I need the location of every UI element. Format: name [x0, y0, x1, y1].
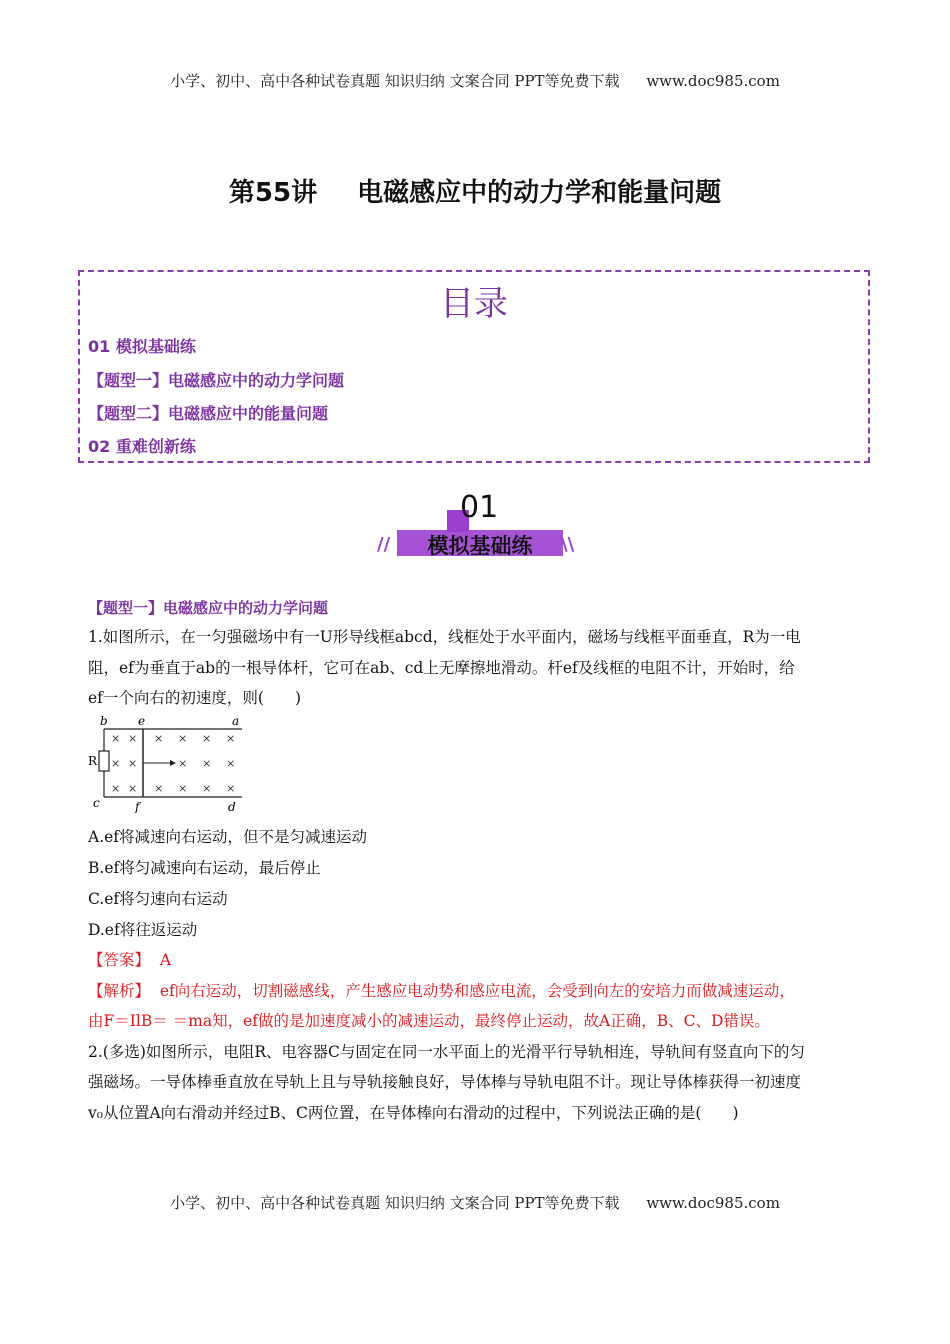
section-heading-type1: 【题型一】电磁感应中的动力学问题 — [88, 599, 329, 617]
field-cross: × — [178, 782, 188, 795]
field-cross: × — [111, 757, 121, 770]
resistor — [99, 751, 109, 771]
q1-answer — [88, 948, 171, 972]
q1-line3: ef一个向右的初速度，则( ) — [88, 689, 302, 707]
field-cross: × — [128, 782, 138, 795]
footer-site[interactable]: www.doc985.com — [646, 1194, 780, 1212]
label-e: e — [138, 714, 146, 728]
title-topic: 电磁感应中的动力学和能量问题 — [357, 178, 722, 208]
label-c: c — [93, 796, 100, 810]
footer-text: 小学、初中、高中各种试卷真题 知识归纳 文案合同 PPT等免费下载 — [170, 1194, 620, 1212]
q2-line2: 强磁场。一导体棒垂直放在导轨上且与导轨接触良好，导体棒与导轨电阻不计。现让导体棒获得一初速度 — [88, 1073, 802, 1091]
section-badge — [375, 490, 585, 570]
circuit-figure — [88, 713, 248, 813]
toc-heading: 目录 — [440, 284, 508, 324]
q1-option-a[interactable]: A.ef将减速向右运动，但不是匀减速运动 — [88, 828, 368, 846]
field-cross: × — [226, 757, 236, 770]
answer-value: A — [159, 951, 172, 969]
page-title — [0, 172, 950, 209]
q2-line3: v₀从位置A向右滑动并经过B、C两位置，在导体棒向右滑动的过程中，下列说法正确的是( ) — [88, 1104, 739, 1122]
analysis-label: 【解析】 — [88, 982, 151, 1000]
toc-item[interactable]: 01 模拟基础练 — [88, 337, 196, 356]
badge-label: 模拟基础练 — [427, 534, 533, 558]
field-cross: × — [226, 782, 236, 795]
field-cross: × — [178, 757, 188, 770]
field-cross: × — [111, 782, 121, 795]
page-footer — [0, 1192, 950, 1213]
field-cross: × — [154, 782, 164, 795]
header-text: 小学、初中、高中各种试卷真题 知识归纳 文案合同 PPT等免费下载 — [170, 72, 620, 90]
field-cross: × — [128, 732, 138, 745]
field-cross: × — [202, 732, 212, 745]
label-d: d — [228, 800, 236, 813]
q1-option-d[interactable]: D.ef将往返运动 — [88, 921, 198, 939]
field-cross: × — [202, 757, 212, 770]
field-cross: × — [202, 782, 212, 795]
field-cross: × — [226, 732, 236, 745]
toc-item[interactable]: 02 重难创新练 — [88, 437, 196, 456]
field-cross: × — [111, 732, 121, 745]
q1-line2: 阻，ef为垂直于ab的一根导体杆，它可在ab、cd上无摩擦地滑动。杆ef及线框的电阻不计，开始时，给 — [88, 659, 795, 677]
velocity-arrowhead — [170, 760, 176, 766]
badge-right-mark: \\ — [561, 534, 575, 555]
q2-line1: 2.(多选)如图所示，电阻R、电容器C与固定在同一水平面上的光滑平行导轨相连，导轨间有竖直向下的匀 — [88, 1043, 805, 1061]
header-site[interactable]: www.doc985.com — [646, 72, 780, 90]
answer-label: 【答案】 — [88, 951, 151, 969]
q1-analysis-line2: 由F＝IlB＝ ＝ma知，ef做的是加速度减小的减速运动，最终停止运动，故A正确，B、C、D错误。 — [88, 1012, 770, 1030]
label-a: a — [232, 714, 240, 728]
table-of-contents — [78, 270, 870, 463]
field-cross: × — [178, 732, 188, 745]
badge-number: 01 — [460, 490, 499, 525]
label-f: f — [135, 800, 140, 813]
toc-item[interactable]: 【题型一】电磁感应中的动力学问题 — [88, 371, 345, 390]
q1-line1: 1.如图所示，在一匀强磁场中有一U形导线框abcd，线框处于水平面内，磁场与线框平面垂直，R为一电 — [88, 628, 801, 646]
badge-left-mark: // — [377, 534, 391, 555]
q1-option-b[interactable]: B.ef将匀减速向右运动，最后停止 — [88, 859, 321, 877]
q1-analysis-line1 — [88, 979, 795, 1003]
analysis-text1: ef向右运动，切割磁感线，产生感应电动势和感应电流，会受到向左的安培力而做减速运动， — [159, 982, 795, 1000]
field-cross: × — [154, 732, 164, 745]
page-header — [0, 70, 950, 91]
label-b: b — [100, 714, 108, 728]
field-cross: × — [128, 757, 138, 770]
title-lecture: 第55讲 — [228, 178, 318, 208]
toc-item[interactable]: 【题型二】电磁感应中的能量问题 — [88, 404, 329, 423]
label-R: R — [88, 754, 98, 768]
q1-option-c[interactable]: C.ef将匀速向右运动 — [88, 890, 228, 908]
